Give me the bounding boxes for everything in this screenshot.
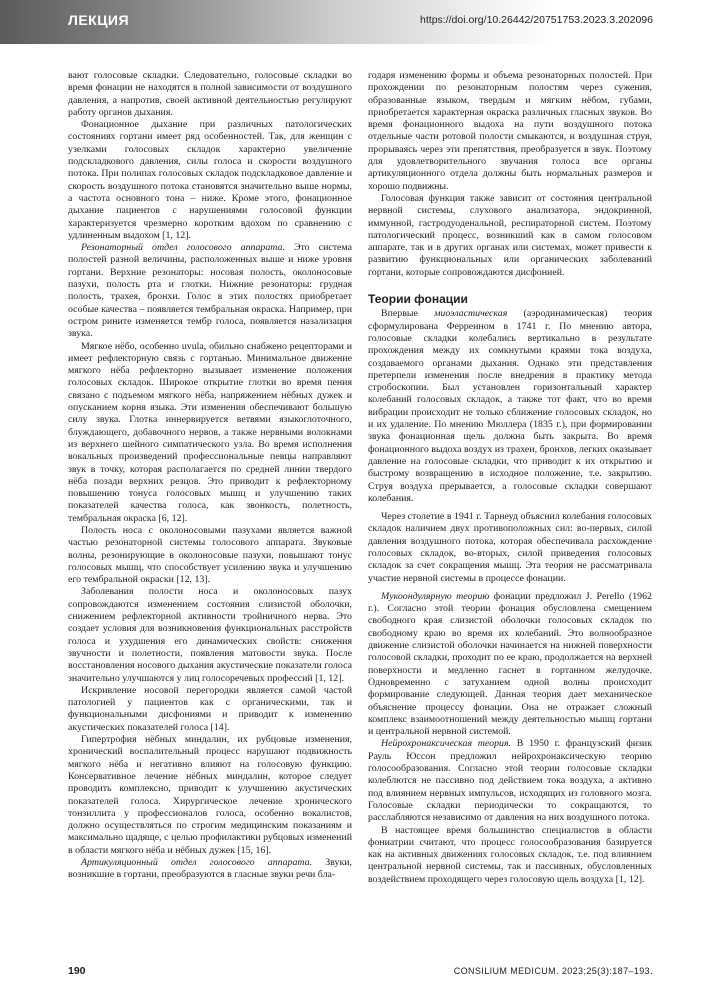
subsection-title: Артикуляционный отдел голосового аппарата. [81,857,313,868]
paragraph: В настоящее время большинство специалистов в области фониатрии считают, что процесс голосообразования базируется как на активных движениях голосовых складок, т.е. под влиянием центральной нервной системы, так и пассивных, обусловленных воздействием проходящего через голосовую щель воздуха [1, 12]. [368,824,652,885]
paragraph-text: В 1950 г. французский физик Рауль Юссон предложил нейрохронаксическую теорию голосообразования. Согласно этой теории голосовые складки колеблются не пассивно под действием тока воздуха, а активно под влиянием нервных импульсов, исходящих из головного мозга. Голосовые складки периодически то сокращаются, то расслабляются независимо от давления на них воздушного потока. [368,738,652,824]
subsection-title: Резонаторный отдел голосового аппарата. [81,242,285,254]
right-column [368,70,652,886]
page-header [0,0,709,44]
doi-link[interactable]: https://doi.org/10.26442/20751753.2023.3.202096 [420,14,653,26]
paragraph: Искривление носовой перегородки является самой частой патологией у пациентов как с органическими, так и функциональными дисфониями и приводит к изменению акустических показателей голоса [14]. [68,684,352,733]
page-footer [68,965,653,979]
paragraph-text: Это система полостей разной величины, расположенных выше и ниже уровня гортани. Верхние резонаторы: носовая полость, околоносовые пазухи, полость рта и глотки. Нижние резонаторы: грудная полость, трахея, бронхи. Голос в этих полостях приобретает особые качества – появляется тембральная окраска. Например, при остром рините изменяется тембр голоса, появляется назализация звука. [68,242,352,340]
paragraph: вают голосовые складки. Следовательно, голосовые складки во время фонации не находятся в полной зависимости от воздушного давления, а напротив, своей активной деятельностью регулируют работу органов дыхания. [68,70,352,118]
paragraph [68,857,352,882]
paragraph [368,591,652,739]
paragraph: Через столетие в 1941 г. Тарнеуд объяснил колебания голосовых складок наличием двух противоположных сил: во-первых, силой давления воздушного потока, которая обеспечивала расхождение голосовых складок, во-вторых, силой приведения голосовых складок за счет сокращения мышц. Эта теория не рассматривала участие нервной системы в процессе фонации. [368,511,652,584]
paragraph [368,738,652,824]
section-heading: Теории фонации [368,292,468,307]
paragraph-text: фонации предложил J. Perello (1962 г.). Согласно этой теории фонация обусловлена смещением свободного края слизистой оболочки голосовых складок по свободному краю во время их колебаний. Это волнообразное движение слизистой оболочки начинается на нижней поверхности голосовой складки, проходит по ее краю, продолжается на верхней поверхности и медленно гаснет в гортанном желудочке. Одновременно с затуханием одной волны происходит формирование следующей. Данная теория дает механическое объяснение процессу фонации. Она не отражает сложный комплекс взаимоотношений между деятельностью мышц гортани и центральной нервной системой. [368,590,652,738]
paragraph: Заболевания полости носа и околоносовых пазух сопровождаются изменением состояния слизистой оболочки, снижением рефлекторной активности тройничного нерва. Это создает условия для возникновения функциональных расстройств голоса и ухудшения его динамических свойств: снижения звучности и полетности, появления матовости звука. После восстановления носового дыхания акустические показатели голоса значительно улучшаются у лиц голосоречевых профессий [1, 12]. [68,586,352,684]
paragraph-text: Впервые [381,308,435,320]
paragraph: Мягкое нёбо, особенно uvula, обильно снабжено рецепторами и имеет рефлекторную связь с гортанью. Минимальное движение мягкого нёба рефлекторно вызывает изменение положения голосовых складок. Широкое открытие глотки во время пения связано с подъемом мягкого нёба, напряжением нёбных дужек и опусканием корня языка. Эти изменения обеспечивают большую силу звука. Глотка иннервируется ветвями языкоглоточного, блуждающего, добавочного нервов, а также нервными волокнами из верхнего шейного симпатического узла. Во время исполнения вокальных произведений профессиональные певцы направляют звук в точку, которая располагается по средней линии твердого нёба позади верхних резцов. Это приводит к рефлекторному повышению тонуса голосовых мышц и улучшению таких показателей качества голоса, как звонкость, полетность, тембральная окраска [6, 12]. [68,340,352,524]
paragraph-text: (аэродинамическая) теория сформулирована Ферреином в 1741 г. По мнению автора, голосовые складки колебались вертикально в результате прохождения между их сомкнутыми краями тока воздуха, создаваемого органами дыхания. Однако эти представления претерпели изменения после внедрения в практику метода стробоскопии. Был установлен горизонтальный характер колебаний голосовых складок, а также тот факт, что во время вибрации происходит не только сближение голосовых складок, но и их удаление. По мнению Мюллера (1835 г.), при формировании звука фонационная щель должна быть закрыта. Во время фонационного выдоха воздух из трахеи, бронхов, легких оказывает давление на голосовые складки, что приводит к их открытию и быстрому возвращению в исходное положение, т.е. закрытию. Струя воздуха прерывается, а голосовые складки совершают колебания. [368,308,652,504]
theory-name: Мукоондулярную теорию [381,590,490,602]
paragraph [368,308,652,505]
paragraph-text: Звуки, возникшие в гортани, преобразуются в гласные звуки речи бла- [68,857,352,881]
page-number: 190 [68,965,86,977]
theory-name: Нейрохронаксическая теория. [381,738,512,750]
section-label: ЛЕКЦИЯ [68,12,130,28]
theory-name: миоэластическая [434,308,508,320]
paragraph: Голосовая функция также зависит от состояния центральной нервной системы, слухового анализатора, эндокринной, иммунной, гастродуоденальной, респираторной систем. Поэтому патологический процесс, возникший как в самом голосовом аппарате, так и в других органах или системах, может привести к развитию функциональных или органических заболеваний гортани, которые сопровождаются дисфонией. [368,192,652,278]
paragraph: Фонационное дыхание при различных патологических состояниях гортани имеет ряд особенностей. Так, для женщин с узелками голосовых складок характерно увеличение подскладкового давления, силы голоса и скорости воздушного потока. При полипах голосовых складок подскладковое давление и скорость воздушного потока становятся значительно выше нормы, а частота основного тона – ниже. Кроме этого, фонационное дыхание пациентов с нарушениями голосовой функции характеризуется чрезмерно коротким вдохом по сравнению с удлиненным выдохом [1, 12]. [68,119,352,241]
journal-citation: CONSILIUM MEDICUM. 2023;25(3):187–193. [453,966,653,976]
paragraph [68,242,352,340]
paragraph: Полость носа с околоносовыми пазухами является важной частью резонаторной системы голосового аппарата. Звуковые волны, резонирующие в околоносовые пазухи, повышают тонус голосовых мышц, что способствует усилению звука и улучшению его тембральной окраски [12, 13]. [68,524,352,586]
paragraph: годаря изменению формы и объема резонаторных полостей. При прохождении по резонаторным полостям через сужения, образованные языком, твердым и мягким нёбом, губами, приобретается характерная окраска различных гласных звуков. Во время фонационного выдоха на пути воздушного потока отдельные части ротовой полости смыкаются, и воздушная струя, прорываясь через эти препятствия, преобразуется в звук. Поэтому для удовлетворительного звучания голоса все органы артикуляционного отдела должны быть нормальных размеров и хорошо подвижны. [368,70,652,192]
paragraph: Гипертрофия нёбных миндалин, их рубцовые изменения, хронический воспалительный процесс нарушают подвижность мягкого нёба и негативно влияют на голосовую функцию. Консервативное лечение нёбных миндалин, которое следует проводить комплексно, приводит к улучшению акустических показателей голоса. Хирургическое лечение хронического тонзиллита у профессионалов голоса, особенно вокалистов, должно осуществляться по строгим медицинским показаниям и максимально щадяще, с целью профилактики рубцовых изменений в области мягкого нёба и нёбных дужек [15, 16]. [68,734,352,856]
left-column [68,70,352,882]
